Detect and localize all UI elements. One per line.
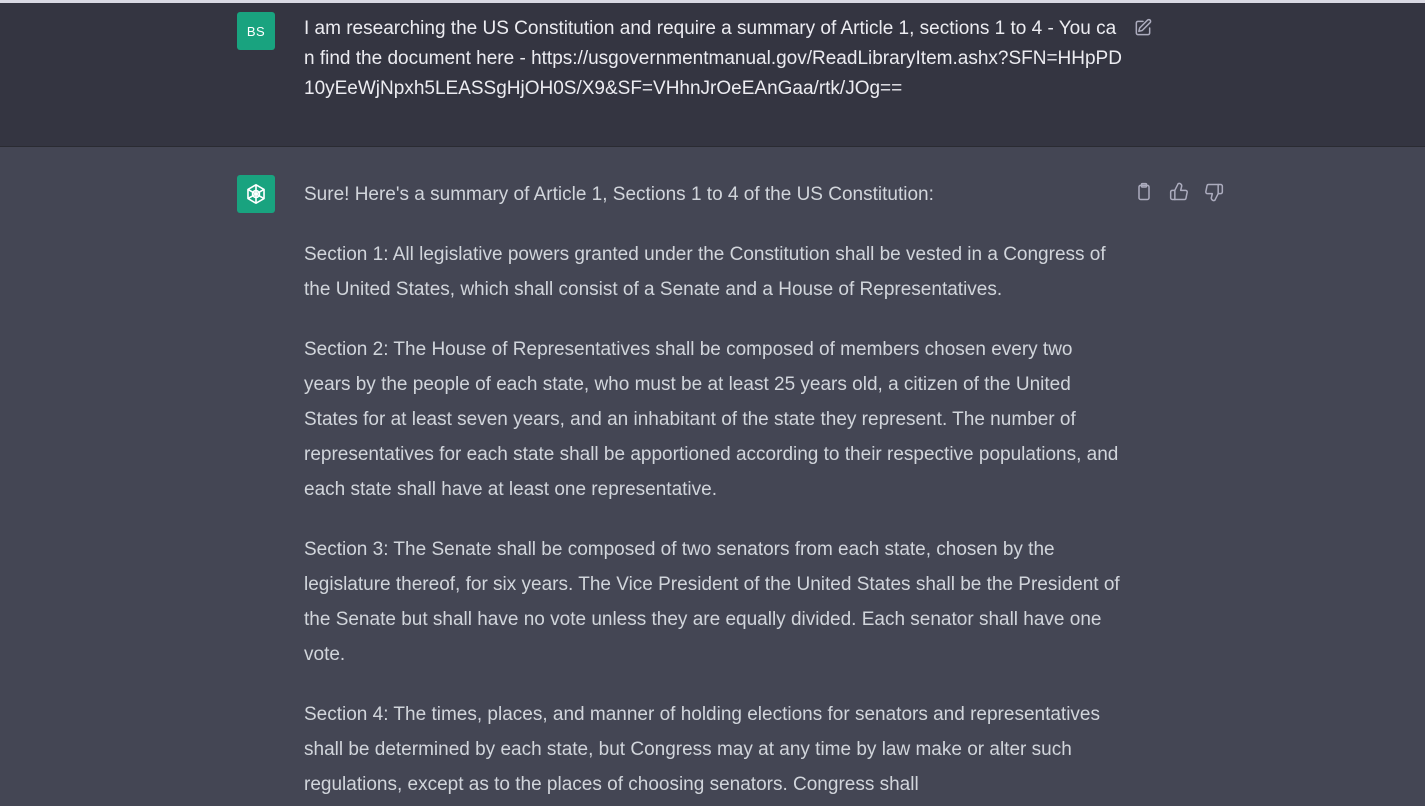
assistant-message-row (0, 147, 1425, 806)
user-message-row (0, 3, 1425, 147)
assistant-message (304, 177, 1122, 806)
assistant-avatar (237, 175, 275, 213)
assistant-paragraph-section-3: Section 3: The Senate shall be composed of two senators from each state, chosen by the legislature thereof, for six years. The Vice President of the United States shall be the President of the Senate but shall have no vote unless they are equally divided. Each senator shall have one vote. (304, 539, 1120, 665)
assistant-paragraph-section-1: Section 1: All legislative powers granted under the Constitution shall be vested in a Congress of the United States, which shall consist of a Senate and a House of Representatives. (304, 244, 1106, 300)
thumbs-down-icon (1204, 182, 1224, 202)
copy-button[interactable] (1132, 180, 1156, 204)
thumbs-down-button[interactable] (1202, 180, 1226, 204)
user-message-text: I am researching the US Constitution and require a summary of Article 1, sections 1 to 4 - You can find the document here - https://usgovernmentmanual.gov/ReadLibraryItem.ashx?SFN=HHpPD10yEeWjNpxh5LEASSgHjOH0S/X9&SF=VHhnJrOeEAnGaa/rtk/JOg== (304, 18, 1122, 99)
assistant-paragraph-section-4: Section 4: The times, places, and manner of holding elections for senators and representatives shall be determined by each state, but Congress may at any time by law make or alter such regulations, except as to the places of choosing senators. Congress shall (304, 704, 1100, 795)
edit-button[interactable] (1131, 16, 1155, 40)
assistant-intro: Sure! Here's a summary of Article 1, Sections 1 to 4 of the US Constitution: (304, 184, 934, 205)
user-avatar (237, 12, 275, 50)
edit-icon (1133, 18, 1153, 38)
clipboard-icon (1134, 182, 1154, 202)
thumbs-up-icon (1169, 182, 1189, 202)
openai-logo-icon (243, 181, 269, 207)
thumbs-up-button[interactable] (1167, 180, 1191, 204)
user-message (304, 14, 1122, 104)
user-avatar-initials: BS (246, 23, 266, 39)
assistant-paragraph-section-2: Section 2: The House of Representatives shall be composed of members chosen every two years by the people of each state, who must be at least 25 years old, a citizen of the United States for at least seven years, and an inhabitant of the state they represent. The number of representatives for each state shall be apportioned according to their respective populations, and each state shall have at least one representative. (304, 339, 1119, 500)
